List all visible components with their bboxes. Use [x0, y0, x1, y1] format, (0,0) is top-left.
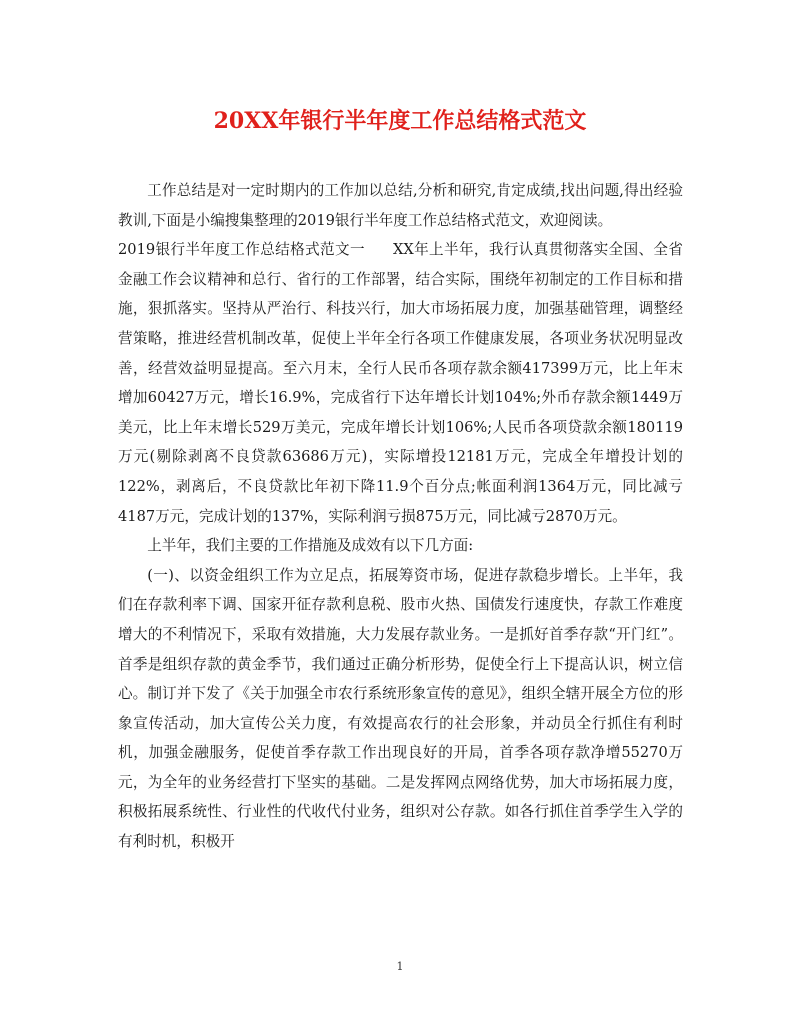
section-one-heading: 2019银行半年度工作总结格式范文一	[118, 241, 365, 259]
document-title: 20XX年银行半年度工作总结格式范文	[213, 108, 587, 134]
intro-paragraph: 工作总结是对一定时期内的工作加以总结,分析和研究,肯定成绩,找出问题,得出经验教训,下面是小编搜集整理的2019银行半年度工作总结格式范文，欢迎阅读。	[118, 182, 683, 229]
measure-one-paragraph: (一)、以资金组织工作为立足点，拓展筹资市场，促进存款稳步增长。上半年，我们在存款利率下调、国家开征存款利息税、股市火热、国债发行速度快，存款工作难度增大的不利情况下，采取有效措施，大力发展存款业务。一是抓好首季存款“开门红”。首季是组织存款的黄金季节，我们通过正确分析形势，促使全行上下提高认识，树立信心。制订并下发了《关于加强全市农行系统形象宣传的意见》，组织全辖开展全方位的形象宣传活动，加大宣传公关力度，有效提高农行的社会形象，并动员全行抓住有利时机，加强金融服务，促使首季存款工作出现良好的开局，首季各项存款净增55270万元，为全年的业务经营打下坚实的基础。二是发挥网点网络优势，加大市场拓展力度，积极拓展系统性、行业性的代收代付业务，组织对公存款。如各行抓住首季学生入学的有利时机，积极开	[118, 566, 683, 851]
page-number: 1	[396, 960, 404, 973]
document-body	[118, 176, 683, 857]
section-one-text: XX年上半年，我行认真贯彻落实全国、全省金融工作会议精神和总行、省行的工作部署，结合实际，围绕年初制定的工作目标和措施，狠抓落实。坚持从严治行、科技兴行，加大市场拓展力度，加强基础管理，调整经营策略，推进经营机制改革，促使上半年全行各项工作健康发展，各项业务状况明显改善，经营效益明显提高。至六月末，全行人民币各项存款余额417399万元，比上年末增加60427万元，增长16.9%，完成省行下达年增长计划104%;外币存款余额1449万美元，比上年末增长529万美元，完成年增长计划106%;人民币各项贷款余额180119万元(剔除剥离不良贷款63686万元)，实际增投12181万元，完成全年增投计划的122%，剥离后，不良贷款比年初下降11.9个百分点;帐面利润1364万元，同比减亏4187万元，完成计划的137%，实际利润亏损875万元，同比减亏2870万元。	[118, 241, 683, 525]
section-one-paragraph	[118, 235, 683, 531]
measures-intro-paragraph: 上半年，我们主要的工作措施及成效有以下几方面:	[147, 537, 474, 555]
